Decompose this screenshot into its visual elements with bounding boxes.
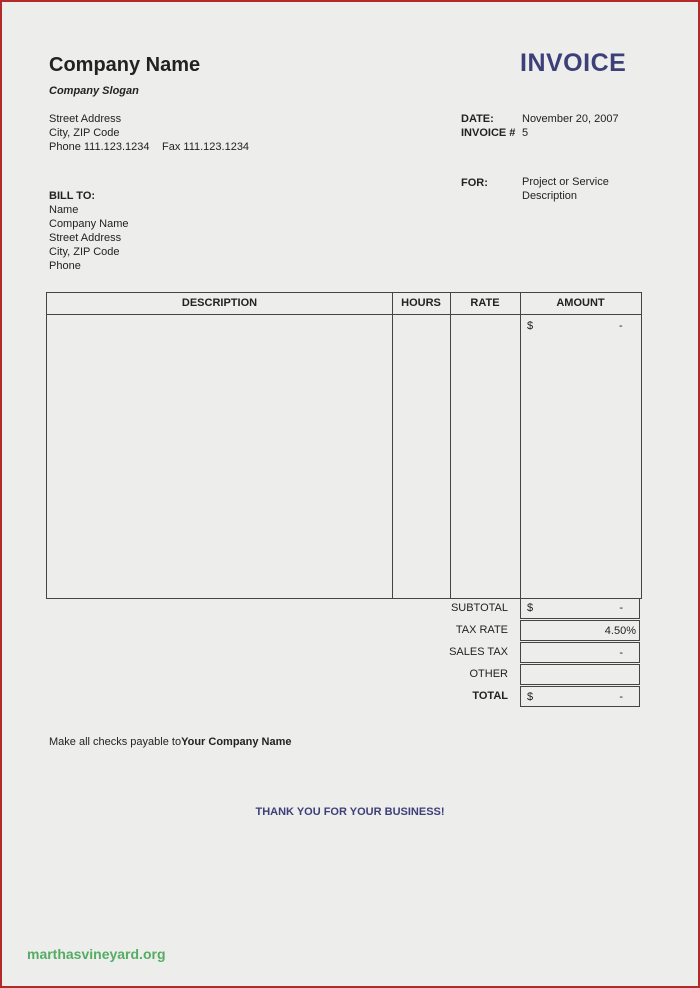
total-currency: $: [527, 691, 534, 703]
line-items-table: [46, 292, 642, 599]
column-divider: [392, 293, 393, 598]
subtotal-cell: [520, 598, 640, 619]
for-line-1: Project or Service: [522, 176, 609, 188]
tax-rate-cell: [520, 620, 640, 641]
amount-value: -: [619, 320, 623, 332]
other-label: OTHER: [469, 668, 508, 680]
total-cell: [520, 686, 640, 707]
watermark-text: marthasvineyard.org: [27, 946, 166, 962]
sales-tax-value: -: [619, 647, 623, 659]
bill-to-city-zip: City, ZIP Code: [49, 246, 120, 258]
column-header-hours: HOURS: [401, 297, 441, 309]
table-header-divider: [47, 314, 641, 315]
invoice-title: INVOICE: [520, 49, 627, 77]
tax-rate-value: 4.50%: [604, 625, 636, 637]
column-header-rate: RATE: [470, 297, 500, 309]
subtotal-currency: $: [527, 602, 534, 614]
column-divider: [520, 293, 521, 598]
total-label: TOTAL: [472, 690, 508, 702]
company-slogan: Company Slogan: [49, 85, 139, 97]
sender-fax: Fax 111.123.1234: [162, 141, 250, 153]
column-header-amount: AMOUNT: [556, 297, 605, 309]
checks-payable-text: Make all checks payable to: [49, 736, 182, 748]
bill-to-name: Name: [49, 204, 79, 216]
column-header-description: DESCRIPTION: [181, 297, 258, 309]
sender-street: Street Address: [49, 113, 122, 125]
other-cell: [520, 664, 640, 685]
checks-payable-line: [49, 735, 292, 749]
date-value: November 20, 2007: [522, 113, 619, 125]
thank-you-message: THANK YOU FOR YOUR BUSINESS!: [255, 806, 445, 818]
date-label: DATE:: [461, 113, 494, 125]
total-value: -: [619, 691, 623, 703]
for-line-2: Description: [522, 190, 578, 202]
bill-to-street: Street Address: [49, 232, 122, 244]
invoice-number-label: INVOICE #: [461, 127, 516, 139]
sender-phone: Phone 111.123.1234: [49, 141, 150, 153]
sales-tax-label: SALES TAX: [449, 646, 508, 658]
checks-payable-company: Your Company Name: [181, 736, 292, 748]
bill-to-phone: Phone: [49, 260, 81, 272]
bill-to-label: BILL TO:: [49, 190, 96, 202]
company-name: Company Name: [49, 54, 201, 76]
sender-city-zip: City, ZIP Code: [49, 127, 120, 139]
for-label: FOR:: [461, 177, 488, 189]
bill-to-company: Company Name: [49, 218, 129, 230]
invoice-number-value: 5: [522, 127, 529, 139]
amount-currency: $: [527, 320, 534, 332]
subtotal-label: SUBTOTAL: [450, 602, 508, 614]
subtotal-value: -: [619, 602, 623, 614]
tax-rate-label: TAX RATE: [455, 624, 508, 636]
column-divider: [450, 293, 451, 598]
sales-tax-cell: [520, 642, 640, 663]
